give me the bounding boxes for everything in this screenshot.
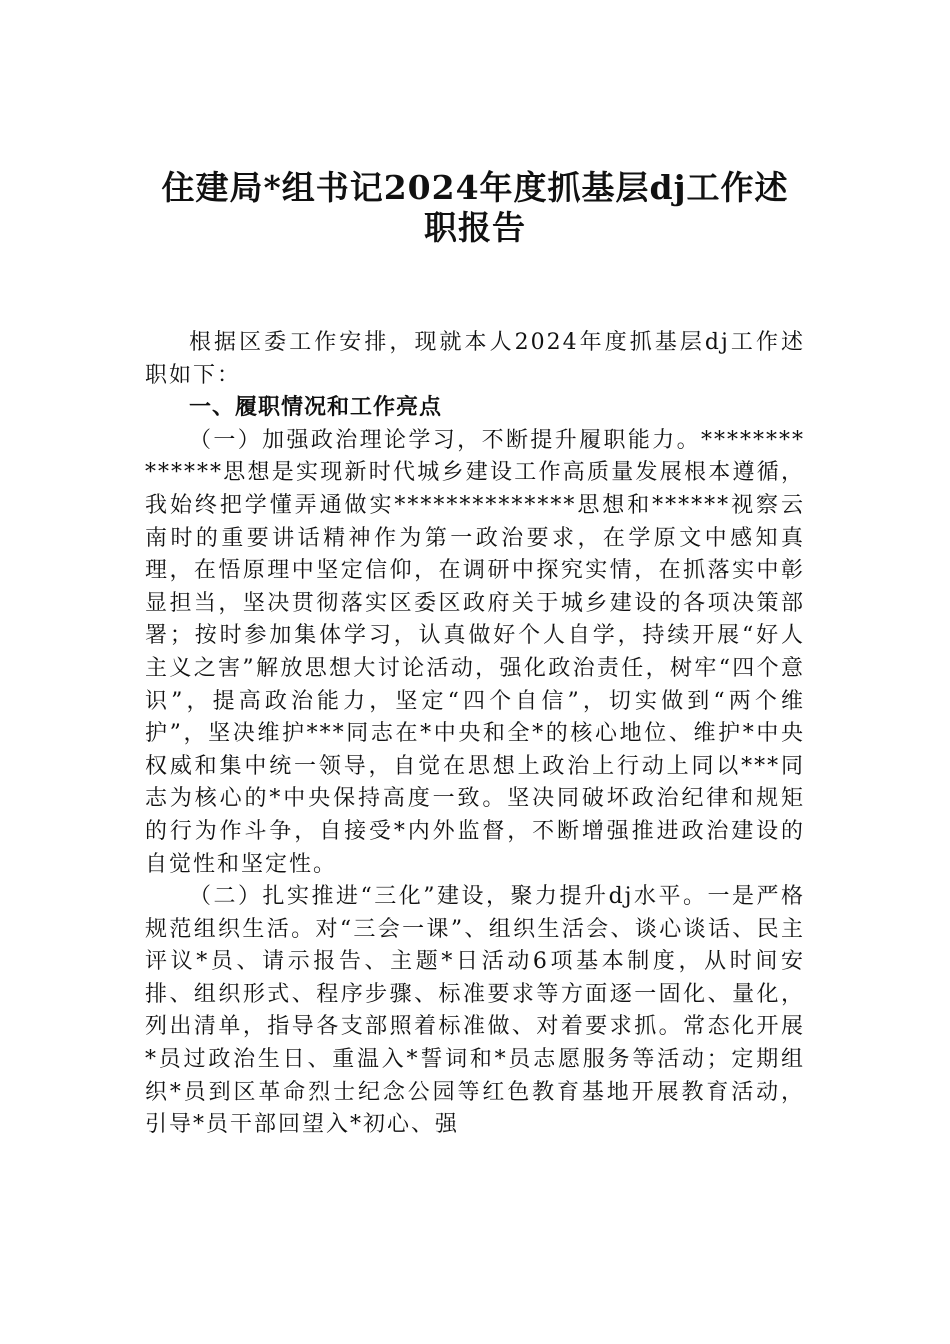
intro-paragraph: 根据区委工作安排，现就本人2024年度抓基层dj工作述职如下： — [145, 330, 805, 388]
document-title-line-2: 职报告 — [424, 208, 526, 247]
document-title-line-1: 住建局*组书记2024年度抓基层dj工作述 — [161, 168, 789, 207]
paragraph-three-modernizations: （二）扎实推进“三化”建设，聚力提升dj水平。一是严格规范组织生活。对“三会一课”、组织生活会、谈心谈话、民主评议*员、请示报告、主题*日活动6项基本制度，从时间安排、组织形式、程序步骤、标准要求等方面逐一固化、量化，列出清单，指导各支部照着标准做、对着要求抓。常态化开展*员过政治生日、重温入*誓词和*员志愿服务等活动；定期组织*员到区革命烈士纪念公园等红色教育基地开展教育活动，引导*员干部回望入*初心、强 — [145, 884, 805, 1138]
paragraph-political-study: （一）加强政治理论学习，不断提升履职能力。**************思想是实现新时代城乡建设工作高质量发展根本遵循，我始终把学懂弄通做实**************思想和******视察云南时的重要讲话精神作为第一政治要求，在学原文中感知真理，在悟原理中坚定信仰，在调研中探究实情，在抓落实中彰显担当，坚决贯彻落实区委区政府关于城乡建设的各项决策部署；按时参加集体学习，认真做好个人自学，持续开展“好人主义之害”解放思想大讨论活动，强化政治责任，树牢“四个意识”，提高政治能力，坚定“四个自信”，切实做到“两个维护”，坚决维护***同志在*中央和全*的核心地位、维护*中央权威和集中统一领导，自觉在思想上政治上行动上同以***同志为核心的*中央保持高度一致。坚决同破坏政治纪律和规矩的行为作斗争，自接受*内外监督，不断增强推进政治建设的自觉性和坚定性。 — [145, 427, 805, 877]
document-body — [145, 327, 805, 1142]
section-1-heading: 一、履职情况和工作亮点 — [189, 395, 443, 421]
